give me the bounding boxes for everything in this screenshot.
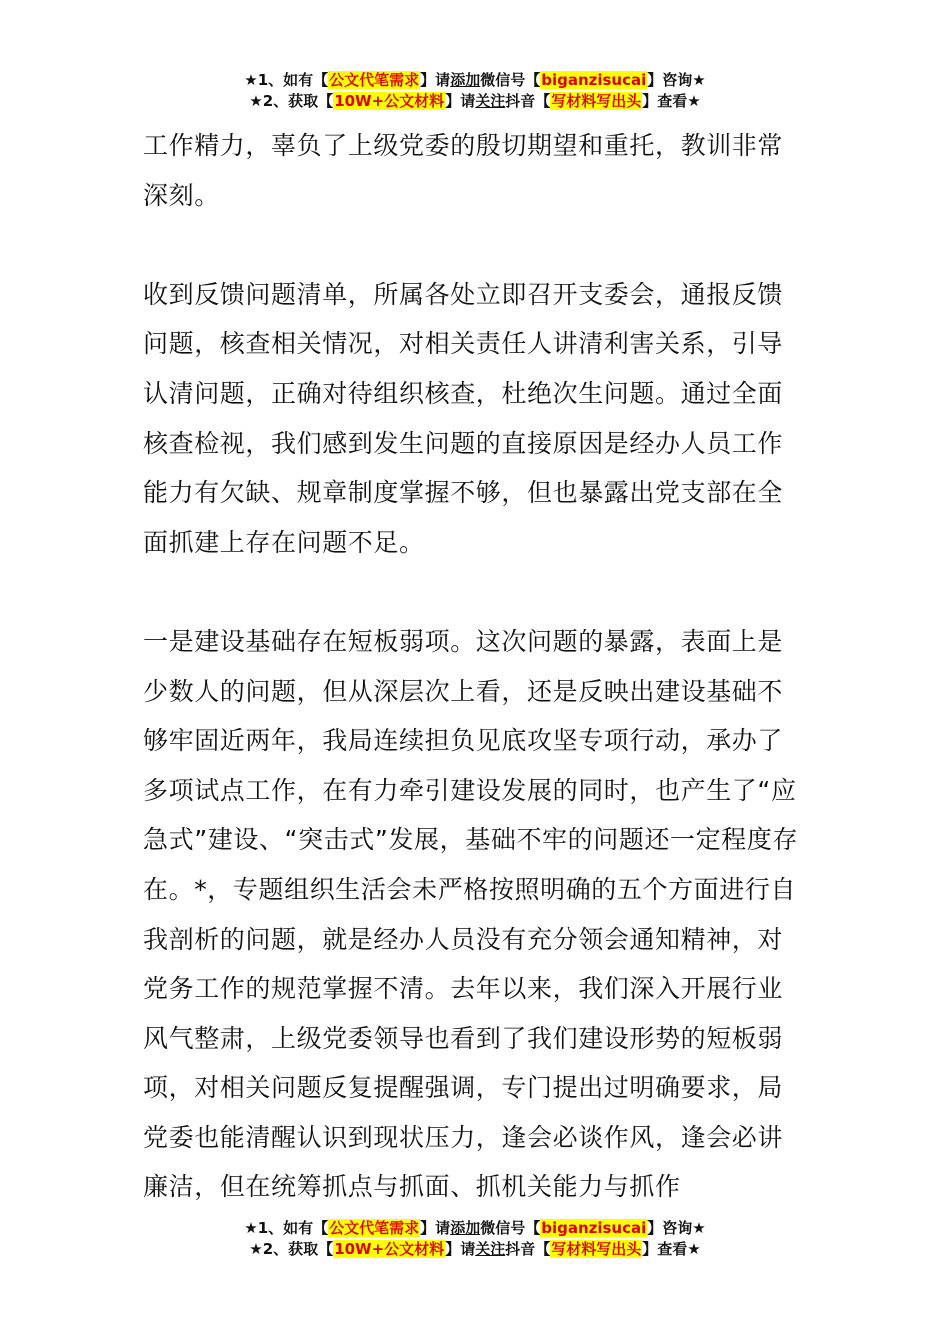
header-line-2-text: 抖音【 xyxy=(505,92,551,110)
paragraph-2: 收到反馈问题清单，所属各处立即召开支委会，通报反馈问题，核查相关情况，对相关责任人讲清利害关系，引导认清问题，正确对待组织核查，杜绝次生问题。通过全面核查检视，我们感到发生问题的直接原因是经办人员工作能力有欠缺、规章制度掌握不够，但也暴露出党支部在全面抓建上存在问题不足。 xyxy=(143,279,784,557)
paragraph-gap xyxy=(143,567,808,617)
footer-highlight-wechat-id: biganzisucai xyxy=(541,1219,647,1237)
header-line-2-text: ★2、获取【 xyxy=(249,92,334,110)
header-highlight-douyin: 写材料写出头 xyxy=(551,92,642,110)
footer-line-1 xyxy=(0,1218,950,1239)
document-body xyxy=(143,121,808,1212)
header-underline-add: 添加 xyxy=(450,71,481,89)
footer-highlight-ghostwriting: 公文代笔需求 xyxy=(329,1219,420,1237)
paragraph-gap xyxy=(143,220,808,270)
footer-highlight-materials: 10W+公文材料 xyxy=(334,1240,445,1258)
header-line-1-text: 微信号【 xyxy=(480,71,541,89)
header-line-1 xyxy=(0,70,950,91)
paragraph-1: 工作精力，辜负了上级党委的殷切期望和重托，教训非常深刻。 xyxy=(143,131,784,210)
footer-banner xyxy=(0,1218,950,1260)
header-line-1-text: 】咨询★ xyxy=(647,71,706,89)
header-underline-follow: 关注 xyxy=(475,92,506,110)
footer-line-1-text: 】请 xyxy=(420,1219,451,1237)
footer-line-1-text: 微信号【 xyxy=(480,1219,541,1237)
header-highlight-materials: 10W+公文材料 xyxy=(334,92,445,110)
header-line-1-text: 】请 xyxy=(420,71,451,89)
paragraph-3: 一是建设基础存在短板弱项。这次问题的暴露，表面上是少数人的问题，但从深层次上看，还是反映出建设基础不够牢固近两年，我局连续担负见底攻坚专项行动，承办了多项试点工作，在有力牵引建设发展的同时，也产生了“应急式”建设、“突击式”发展，基础不牢的问题还一定程度存在。*，专题组织生活会未严格按照明确的五个方面进行自我剖析的问题，就是经办人员没有充分领会通知精神，对党务工作的规范掌握不清。去年以来，我们深入开展行业风气整肃，上级党委领导也看到了我们建设形势的短板弱项，对相关问题反复提醒强调，专门提出过明确要求，局党委也能清醒认识到现状压力，逢会必谈作风，逢会必讲廉洁，但在统筹抓点与抓面、抓机关能力与抓作 xyxy=(143,626,799,1202)
footer-line-2-text: 抖音【 xyxy=(505,1240,551,1258)
header-line-2 xyxy=(0,91,950,112)
footer-highlight-douyin: 写材料写出头 xyxy=(551,1240,642,1258)
header-highlight-ghostwriting: 公文代笔需求 xyxy=(329,71,420,89)
header-highlight-wechat-id: biganzisucai xyxy=(541,71,647,89)
footer-underline-follow: 关注 xyxy=(475,1240,506,1258)
footer-line-1-text: ★1、如有【 xyxy=(244,1219,329,1237)
footer-line-2 xyxy=(0,1239,950,1260)
footer-line-2-text: 】查看★ xyxy=(642,1240,701,1258)
header-line-2-text: 】请 xyxy=(445,92,476,110)
header-line-1-text: ★1、如有【 xyxy=(244,71,329,89)
footer-line-1-text: 】咨询★ xyxy=(647,1219,706,1237)
header-banner xyxy=(0,70,950,112)
footer-underline-add: 添加 xyxy=(450,1219,481,1237)
header-line-2-text: 】查看★ xyxy=(642,92,701,110)
footer-line-2-text: ★2、获取【 xyxy=(249,1240,334,1258)
footer-line-2-text: 】请 xyxy=(445,1240,476,1258)
